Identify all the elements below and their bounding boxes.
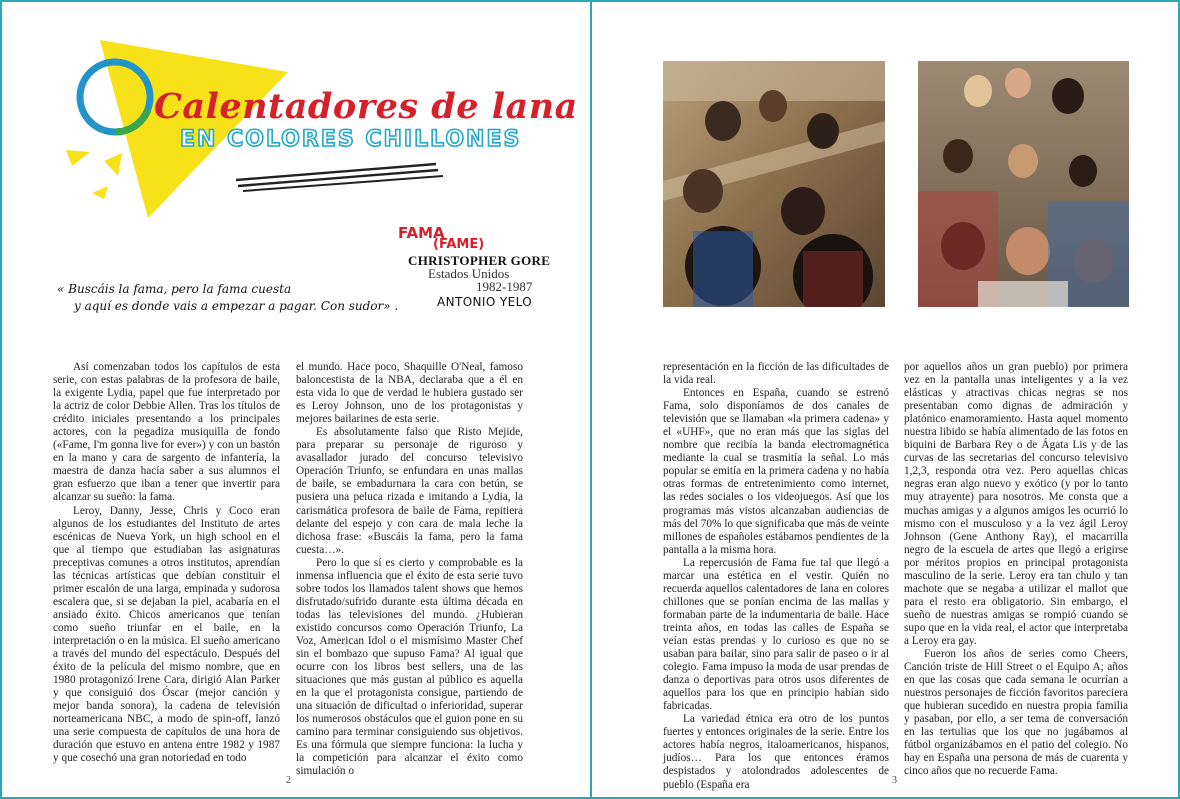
page-number-right: 3 (892, 775, 897, 786)
photo-cast-stairs (663, 61, 885, 307)
paragraph: representación en la ficción de las dificultades de la vida real. (663, 361, 889, 387)
paragraph: La variedad étnica era otro de los puntos fuertes y entonces originales de la serie. Entre los actores había negros, italoamericanos, hispanos, judíos… Para los que entonces éramos despistados y atolondrados adolescentes de pueblo (España era (663, 713, 889, 791)
film-years: 1982-1987 (476, 279, 533, 294)
article-title: Calentadores de lana (154, 86, 578, 127)
pull-quote-line1: « Buscáis la fama, pero la fama cuesta (57, 282, 292, 296)
page-gutter (590, 0, 592, 799)
paragraph: La repercusión de Fama fue tal que llegó a marcar una estética en el vestir. Quién no recuerda aquellos calentadores de lana en colores chillones que se ponían encima de las mallas y formaban parte de la indumentaria de baile. Hace treinta años, en todas las calles de España se veían estas prendas y lo curioso es que no se usaban para bailar, sino para salir de paseo o ir al colegio. Fama impuso la moda de usar prendas de danza o deportivas para otros usos diferentes de aquellos para los que en principio habían sido fabricadas. (663, 556, 889, 713)
body-column-right-2 (904, 361, 1128, 779)
pull-quote (57, 281, 398, 315)
paragraph: Entonces en España, cuando se estrenó Fama, solo disponíamos de dos canales de televisión que se llamaban «la primera cadena» y el «UHF», que no eran más que las siglas del nombre que recibía la banda electromagnética mediante la cual se trasmitía la señal. Lo más popular se emitía en la primera cadena y no había otras formas de entretenimiento como internet, las redes sociales o los videojuegos. Así que los programas más vistos alcanzaban audiencias de más del 70% lo que significaba que más de veinte millones de españoles estábamos pendientes de la pantalla a la misma hora. (663, 387, 889, 556)
paragraph: por aquellos años un gran pueblo) por primera vez en la pantalla unas inteligentes y a la vez elásticas y atractivas chicas negras se nos presentaban como dignas de admiración y platónico enamoramiento. Hasta aquel momento nuestra libido se había alimentado de las fotos en biquini de Barbara Rey o de Ágata Lis y de las curvas de las secretarias del concurso televisivo 1,2,3, responda otra vez. Pero aquellas chicas negras eran algo nuevo y exótico (y por lo tanto muy atrayente) para nosotros. Me consta que a muchas amigas y a algunos amigos les ocurrió lo mismo con el musculoso y a la vez ágil Leroy Johnson (Gene Anthony Ray), el macarrilla negro de la escuela de artes que llegó a erigirse por méritos propios en principal protagonista masculino de la serie. Leroy era tan chulo y tan machote que se negaba a utilizar el mallot que para el resto era obligatorio. Sin embargo, el sueño de nuestras amigas se rompió cuando se supo que en la vida real, el actor que interpretaba a Leroy era gay. (904, 361, 1128, 647)
paragraph: Es absolutamente falso que Risto Mejide, para preparar su personaje de riguroso y avasallador jurado del concurso televisivo Operación Triunfo, se enfundara en unas mallas de baile, se embadurnara la cara con betún, se pusiera una peluca rizada e imitando a Lydia, la carismática profesora de baile de Fama, repitiera delante del espejo y con cara de mala leche la dichosa frase: «Buscáis la fama, pero la fama cuesta…». (296, 426, 523, 556)
photo-cast-group (918, 61, 1129, 307)
small-triangle-graphic (66, 150, 90, 166)
small-triangle-graphic (92, 186, 108, 199)
paragraph: el mundo. Hace poco, Shaquille O'Neal, famoso baloncestista de la NBA, declaraba que a él en esta vida lo que de verdad le hubiera gustado ser es Leroy Johnson, uno de los protagonistas y mejores bailarines de esta serie. (296, 361, 523, 426)
paragraph: Así comenzaban todos los capítulos de esta serie, con estas palabras de la profesora de baile, la exigente Lydia, papel que fue interpretado por la actriz de color Debbie Allen. Tras los títulos de crédito iniciales presentando a los principales actores, con la pegadiza musiquilla de fondo («Fame, I'm gonna live for ever») y con un bastón en la mano y cara de sargento de infantería, la maestra de danza hacía saber a sus alumnos el gran esfuerzo que iban a tener que invertir para alcanzar su sueño: la fama. (53, 361, 280, 504)
page-number-left: 2 (286, 775, 291, 786)
right-page (591, 0, 1180, 799)
article-author: ANTONIO YELO (437, 295, 533, 309)
body-column-left-2 (296, 361, 523, 779)
article-subtitle: EN COLORES CHILLONES (180, 127, 522, 152)
film-country: Estados Unidos (428, 266, 510, 281)
film-original-title: (FAME) (433, 237, 485, 252)
body-column-left-1 (53, 361, 280, 765)
film-director: CHRISTOPHER GORE (408, 253, 551, 268)
paragraph: Pero lo que sí es cierto y comprobable es la inmensa influencia que el éxito de esta serie tuvo sobre todos los llamados talent shows que hemos disfrutado/sufrido durante esta última década en todas las televisiones del mundo. ¿Hubieran existido concursos como Operación Triunfo, La Voz, American Idol o el mismísimo Master Chef sin el bombazo que supuso Fama? Al igual que ocurre con los libros best sellers, una de las situaciones que más gustan al público es aquella en la que el protagonista consigue, partiendo de una situación de dificultad o inferioridad, superar los numerosos obstáculos que el guion pone en su camino para terminar consiguiendo sus objetivos. Es una fórmula que siempre funciona: la lucha y la competición para alcanzar el éxito como simulación o (296, 556, 523, 778)
paragraph: Fueron los años de series como Cheers, Canción triste de Hill Street o el Equipo A; años en que las cosas que cada semana le ocurrían a nuestros personajes de ficción favoritos pareciera que hubieran sucedido en nuestra propia familia y pasaban, por ello, a ser tema de conversación en las tertulias que los que no jugábamos al fútbol organizábamos en el patio del colegio. No hay en España una persona de más de cuarenta y cinco años que no recuerde Fama. (904, 648, 1128, 778)
film-title: FAMA (398, 224, 445, 242)
small-triangle-graphic (104, 153, 122, 176)
pull-quote-line2: y aquí es donde vais a empezar a pagar. Con sudor» . (74, 299, 399, 313)
body-column-right-1 (663, 361, 889, 792)
paragraph: Leroy, Danny, Jesse, Chris y Coco eran algunos de los estudiantes del Instituto de artes escénicas de Nueva York, un high school en el que al tiempo que estudiaban las asignaturas preceptivas comunes a otros institutos, aprendían las técnicas artísticas que debían constituir el primer escalón de una larga, empinada y sudorosa escalera que, si se dejaban la piel, acabaría en el ansiado éxito. Chicos americanos que tenían como sueño triunfar en el baile, en la interpretación o en la música. El sueño americano a través del mundo del espectáculo. Después del éxito de la película del mismo nombre, que en 1980 protagonizó Irene Cara, dirigió Alan Parker y que consiguió dos Óscar (mejor canción y mejor banda sonora), la cadena de televisión norteamericana NBC, a modo de spin-off, lanzó una serie compuesta de capítulos de una hora de duración que estuvo en antena entre 1982 y 1987 y que cosechó una gran notoriedad en todo (53, 504, 280, 765)
